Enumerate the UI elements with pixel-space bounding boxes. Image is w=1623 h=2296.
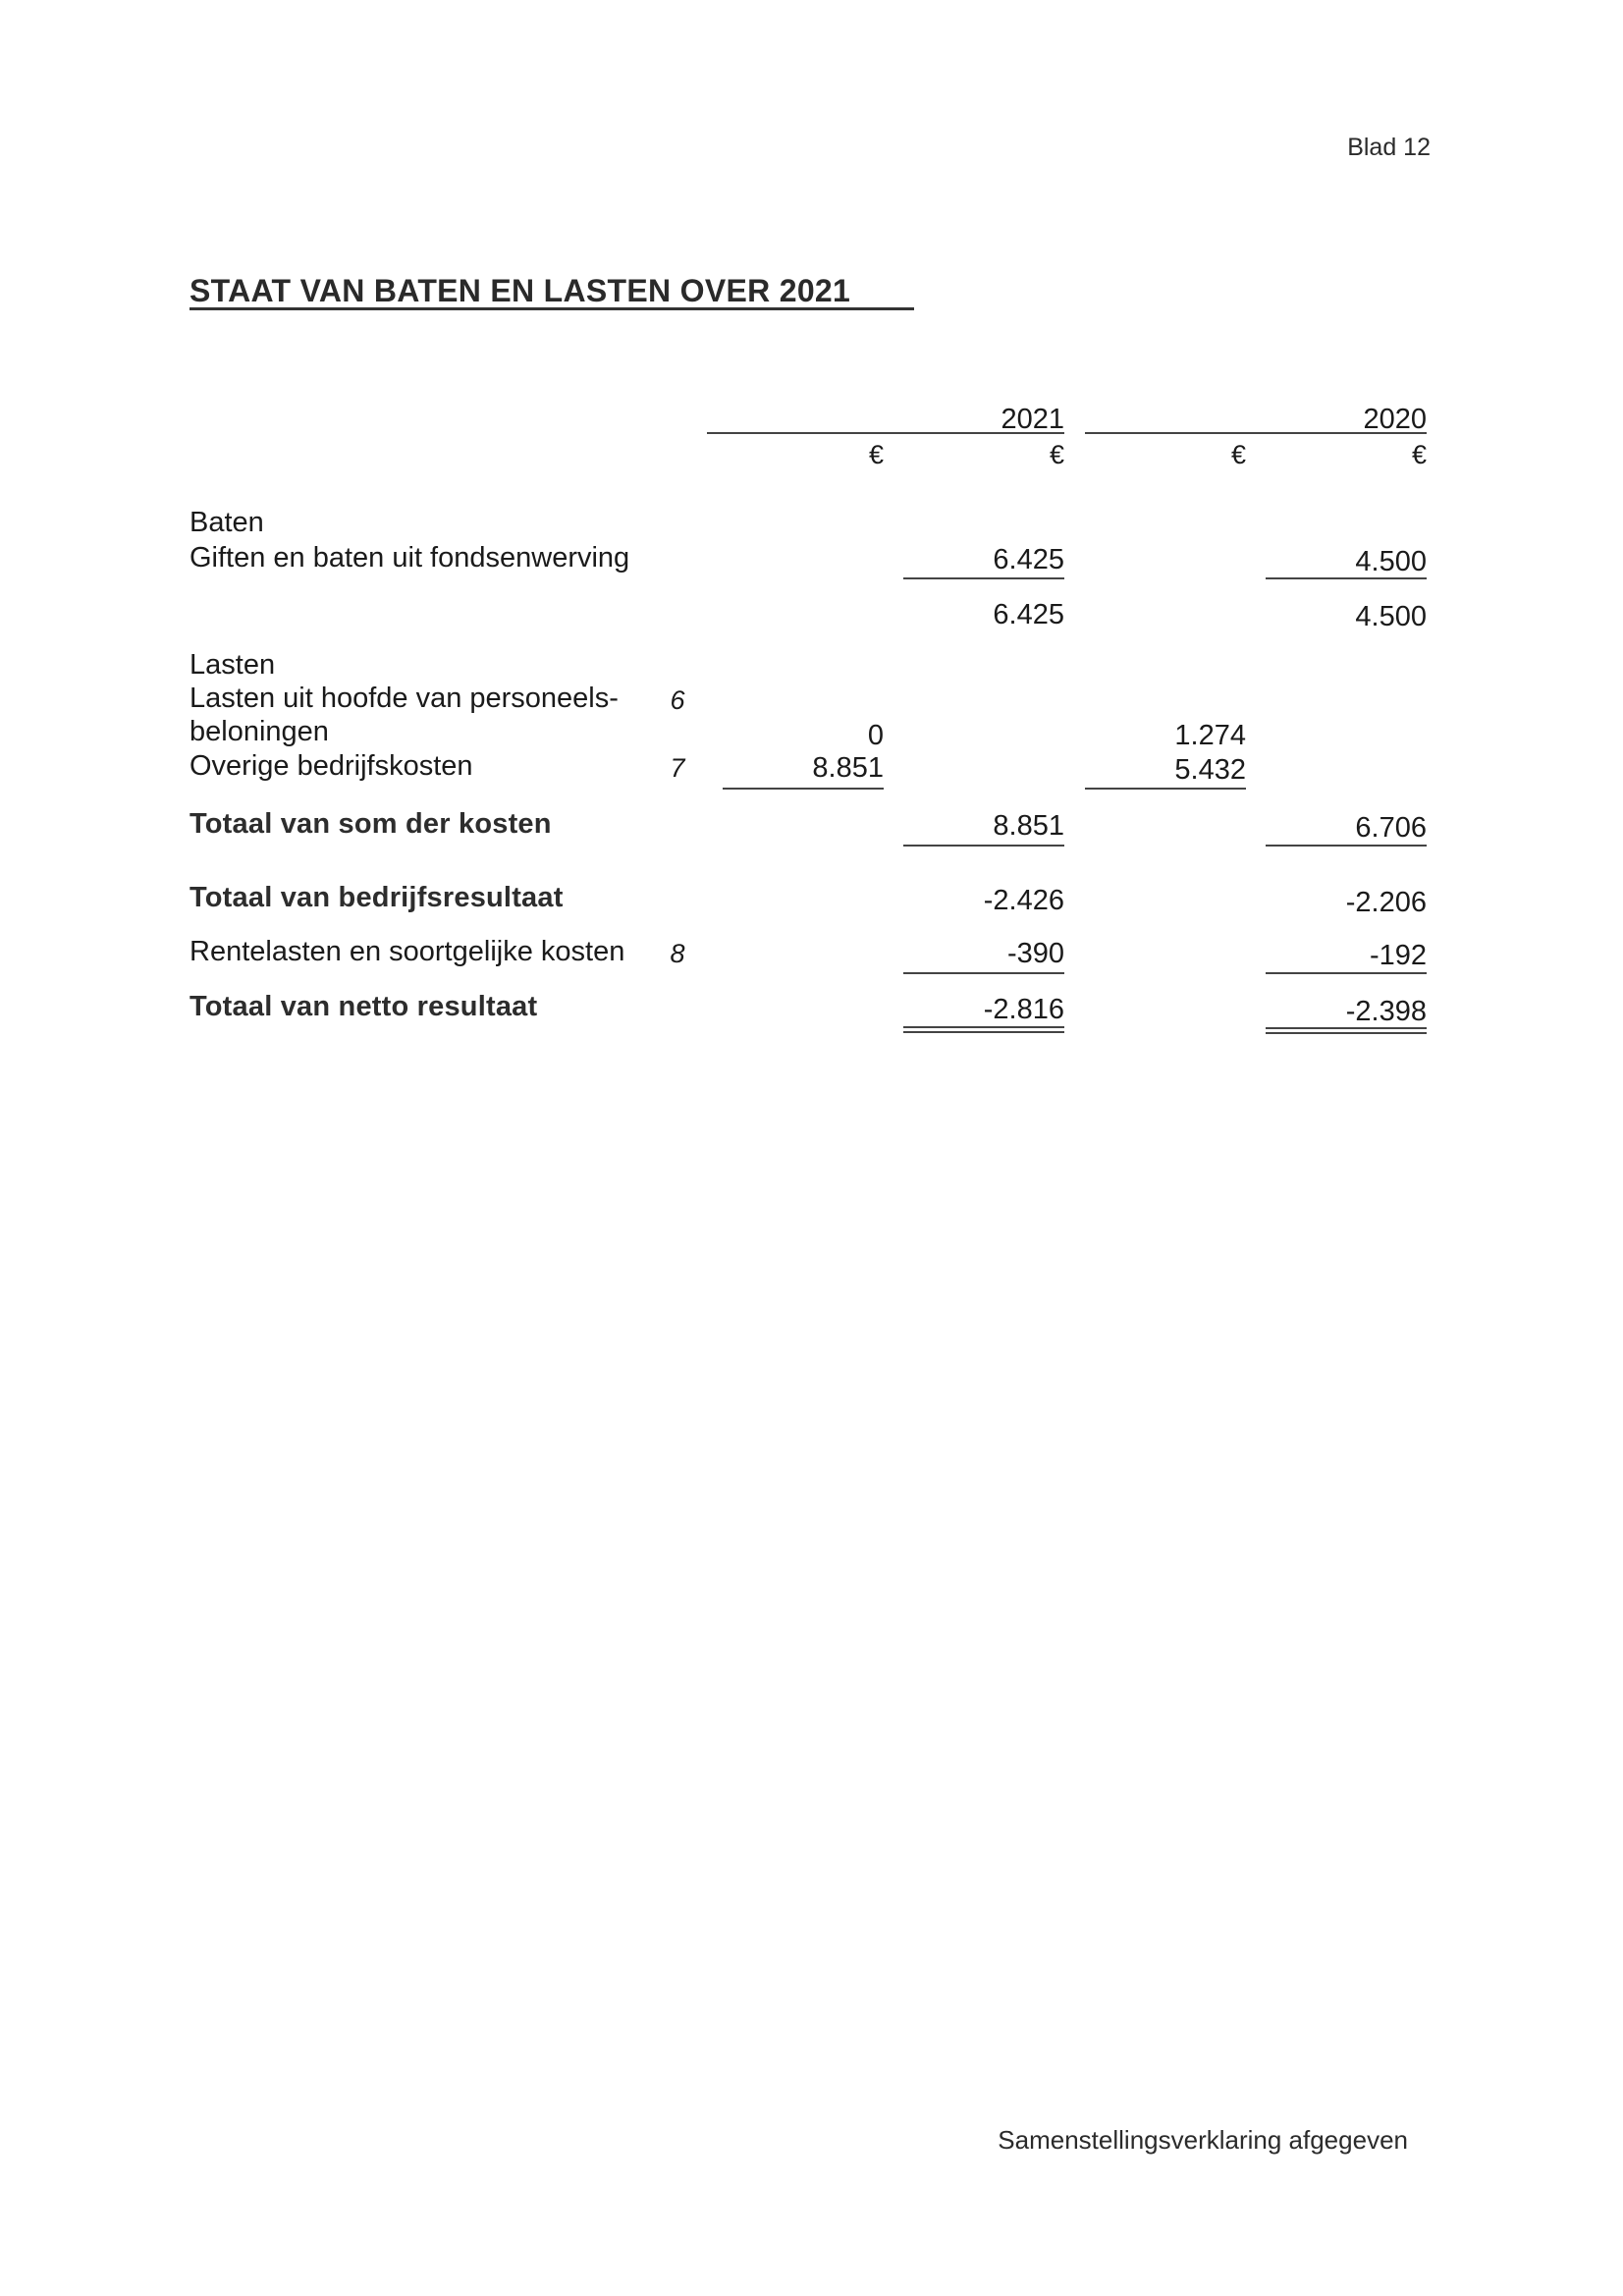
overige-2020: 5.432: [1174, 754, 1246, 786]
personeel-label-line1: Lasten uit hoofde van personeels-: [189, 683, 619, 714]
page-number: Blad 12: [1347, 134, 1431, 161]
currency-col-3: €: [1230, 440, 1246, 469]
netto-resultaat-2021: -2.816: [983, 994, 1064, 1025]
overige-2021: 8.851: [812, 752, 884, 784]
baten-heading: Baten: [189, 507, 264, 538]
overige-note: 7: [670, 753, 685, 783]
bedrijfsresultaat-label: Totaal van bedrijfsresultaat: [189, 882, 564, 913]
baten-sum-rule-2020: [1266, 577, 1427, 579]
baten-subtotal-2020: 4.500: [1355, 601, 1427, 632]
personeel-label-line2: beloningen: [189, 716, 329, 747]
year-2020-header: 2020: [1363, 404, 1427, 435]
rente-rule-2020: [1266, 972, 1427, 974]
kosten-rule-2021: [903, 845, 1064, 847]
currency-col-4: €: [1411, 440, 1427, 469]
overige-label: Overige bedrijfskosten: [189, 750, 473, 782]
lasten-sum-rule-2020: [1085, 788, 1246, 790]
rentelasten-note: 8: [670, 939, 685, 968]
giften-2020: 4.500: [1355, 546, 1427, 577]
title-underline: [189, 307, 914, 310]
rentelasten-label: Rentelasten en soortgelijke kosten: [189, 936, 625, 967]
bedrijfsresultaat-2021: -2.426: [983, 885, 1064, 916]
year-2020-rule: [1085, 432, 1427, 434]
baten-sum-rule-2021: [903, 577, 1064, 579]
footer-note: Samenstellingsverklaring afgegeven: [998, 2125, 1408, 2155]
currency-col-1: €: [868, 440, 884, 469]
year-2021-header: 2021: [1001, 404, 1064, 435]
netto-resultaat-label: Totaal van netto resultaat: [189, 991, 538, 1022]
netto-resultaat-2020: -2.398: [1345, 996, 1427, 1027]
year-2021-rule: [707, 432, 1064, 434]
totaal-kosten-2020: 6.706: [1355, 812, 1427, 844]
personeel-2021: 0: [867, 720, 884, 751]
totaal-kosten-label: Totaal van som der kosten: [189, 808, 552, 840]
giften-label: Giften en baten uit fondsenwerving: [189, 542, 630, 574]
netto-double-rule-2021: [903, 1026, 1064, 1033]
rentelasten-2021: -390: [1006, 938, 1064, 969]
statement-title: STAAT VAN BATEN EN LASTEN OVER 2021: [189, 273, 851, 308]
kosten-rule-2020: [1266, 845, 1427, 847]
bedrijfsresultaat-2020: -2.206: [1345, 887, 1427, 918]
netto-double-rule-2020: [1266, 1027, 1427, 1034]
lasten-heading: Lasten: [189, 649, 276, 681]
totaal-kosten-2021: 8.851: [993, 810, 1064, 842]
rentelasten-2020: -192: [1369, 940, 1427, 971]
giften-2021: 6.425: [993, 544, 1064, 575]
currency-col-2: €: [1049, 440, 1064, 469]
personeel-note: 6: [670, 685, 685, 715]
rente-rule-2021: [903, 972, 1064, 974]
lasten-sum-rule-2021: [723, 788, 884, 790]
personeel-2020: 1.274: [1174, 720, 1246, 751]
baten-subtotal-2021: 6.425: [993, 599, 1064, 630]
